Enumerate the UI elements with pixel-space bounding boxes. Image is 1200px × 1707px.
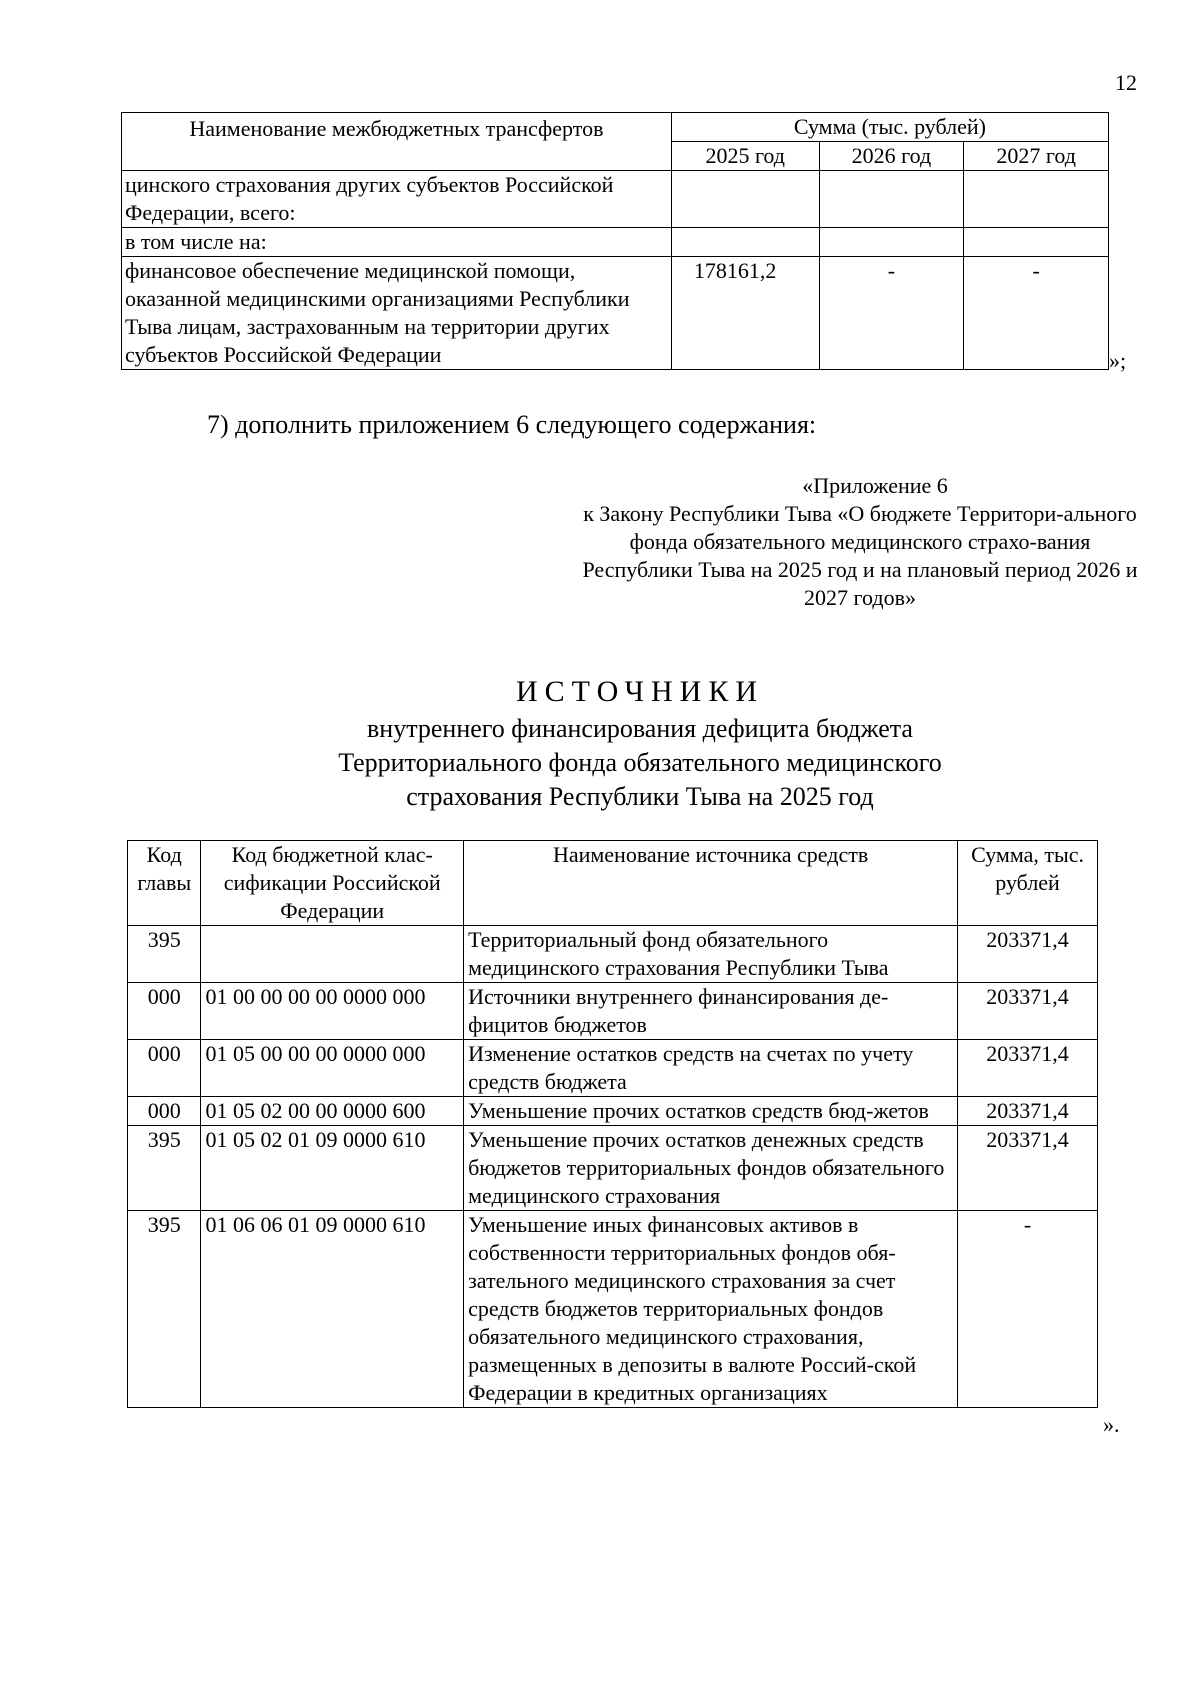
header-source-name: Наименование источника средств [464,841,958,926]
annex-number: «Приложение 6 [802,473,948,498]
classification-code: 01 05 02 01 09 0000 610 [201,1126,464,1211]
classification-code: 01 05 00 00 00 0000 000 [201,1040,464,1097]
table-row [128,1097,1098,1126]
classification-code [201,926,464,983]
amendment-item-7: 7) дополнить приложением 6 следующего содержания: [207,410,817,439]
header-year-2025: 2025 год [671,142,819,171]
classification-code: 01 05 02 00 00 0000 600 [201,1097,464,1126]
transfer-name: в том числе на: [122,228,672,257]
value-2025 [671,228,819,257]
closing-quote: ». [1103,1412,1120,1437]
source-name: Уменьшение прочих остатков средств бюд-жетов [464,1097,958,1126]
table-row [128,1211,1098,1408]
annex-law-reference: к Закону Республики Тыва «О бюджете Территори-ального фонда обязательного медицинского страхо-вания Республики Тыва на 2025 год и на плановый период 2026 и 2027 годов» [582,501,1138,610]
annex-reference [580,472,1140,612]
header-budget-classification-code: Код бюджетной клас-сификации Российской Федерации [201,841,464,926]
sum-value: 203371,4 [958,1040,1098,1097]
header-transfer-name: Наименование межбюджетных трансфертов [122,113,672,171]
sources-table [127,840,1098,1408]
chapter-code: 000 [128,1097,201,1126]
transfer-name: цинского страхования других субъектов Российской Федерации, всего: [122,171,672,228]
value-2025: 178161,2 [671,257,819,370]
chapter-code: 395 [128,1211,201,1408]
classification-code: 01 06 06 01 09 0000 610 [201,1211,464,1408]
sum-value: 203371,4 [958,926,1098,983]
title-main: ИСТОЧНИКИ [515,675,765,708]
table-row [128,983,1098,1040]
sum-value: 203371,4 [958,983,1098,1040]
table-row [122,171,1109,228]
value-2026: - [819,257,964,370]
table-row [122,228,1109,257]
chapter-code: 395 [128,926,201,983]
value-2026 [819,171,964,228]
transfer-name: финансовое обеспечение медицинской помощи, оказанной медицинскими организациями Республики Тыва лицам, застрахованным на территории других субъектов Российской Федерации [122,257,672,370]
chapter-code: 000 [128,1040,201,1097]
source-name: Уменьшение прочих остатков денежных средств бюджетов территориальных фондов обязательного медицинского страхования [464,1126,958,1211]
closing-quote: »; [1109,348,1127,373]
source-name: Уменьшение иных финансовых активов в собственности территориальных фондов обя-зательного медицинского страхования за счет средств бюджетов территориальных фондов обязательного медицинского страхования, размещенных в депозиты в валюте Россий-ской Федерации в кредитных организациях [464,1211,958,1408]
value-2027: - [964,257,1109,370]
source-name: Источники внутреннего финансирования де-фицитов бюджетов [464,983,958,1040]
source-name: Территориальный фонд обязательного медицинского страхования Республики Тыва [464,926,958,983]
table-row [128,1126,1098,1211]
value-2025 [671,171,819,228]
source-name: Изменение остатков средств на счетах по учету средств бюджета [464,1040,958,1097]
document-title [120,672,1160,814]
header-year-2026: 2026 год [819,142,964,171]
table-header-row [122,113,1109,142]
value-2027 [964,228,1109,257]
table-row [128,1040,1098,1097]
value-2027 [964,171,1109,228]
header-sum: Сумма, тыс. рублей [958,841,1098,926]
sum-value: - [958,1211,1098,1408]
table-header-row [128,841,1098,926]
page-number: 12 [1115,70,1137,95]
title-subtitle: внутреннего финансирования дефицита бюджета Территориального фонда обязательного медицинского страхования Республики Тыва на 2025 год [338,714,942,811]
header-sum: Сумма (тыс. рублей) [671,113,1108,142]
sum-value: 203371,4 [958,1126,1098,1211]
table-row [128,926,1098,983]
classification-code: 01 00 00 00 00 0000 000 [201,983,464,1040]
sum-value: 203371,4 [958,1097,1098,1126]
header-year-2027: 2027 год [964,142,1109,171]
chapter-code: 395 [128,1126,201,1211]
transfers-table [121,112,1109,370]
header-chapter-code: Код главы [128,841,201,926]
value-2026 [819,228,964,257]
table-row [122,257,1109,370]
chapter-code: 000 [128,983,201,1040]
